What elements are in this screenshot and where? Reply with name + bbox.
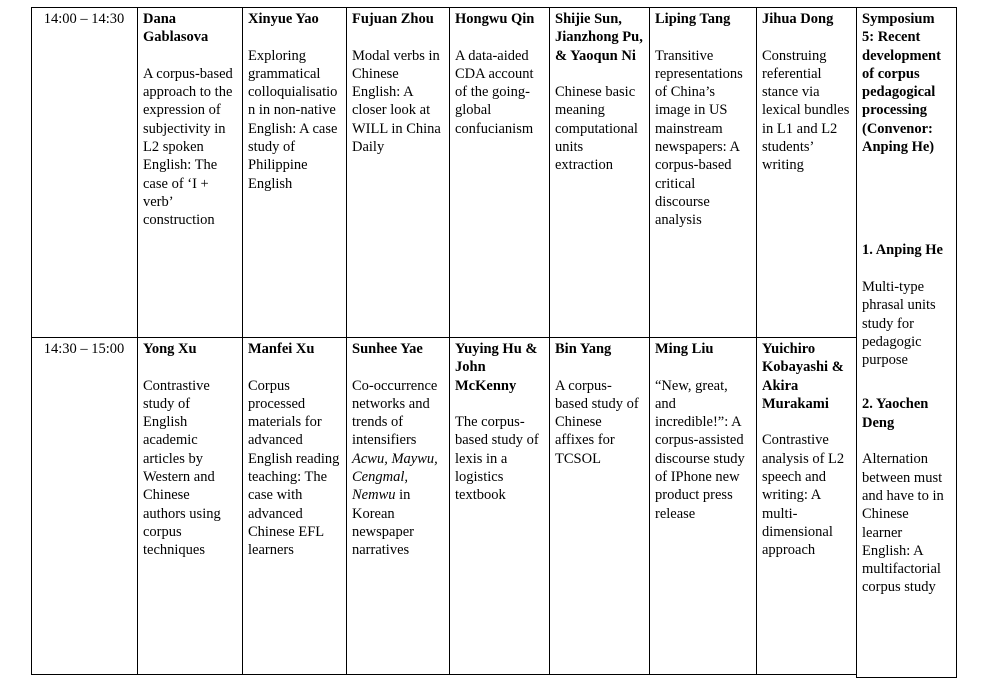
speaker-name: Hongwu Qin (455, 11, 535, 27)
session-cell (347, 338, 450, 675)
speaker-name: Bin Yang (555, 341, 612, 357)
session-cell (347, 8, 450, 338)
session-cell (650, 338, 757, 675)
speaker-name: Fujuan Zhou (352, 11, 434, 27)
speaker-name: Dana Gablasova (143, 11, 209, 46)
speaker-name: Liping Tang (655, 11, 731, 27)
session-cell (757, 338, 858, 675)
time-slot-2 (32, 338, 138, 675)
talk-title: A corpus-based approach to the expression of subjectivity in L2 spoken English: The case of ‘I + verb’ construction (143, 65, 233, 229)
session-cell (650, 8, 757, 338)
speaker-name: Jihua Dong (762, 11, 834, 27)
symposium-header: Symposium 5: Recent development of corpus pedagogical processing (Convenor: Anping He) (862, 11, 941, 156)
talk-title: The corpus-based study of lexis in a logistics textbook (455, 414, 539, 504)
session-cell (450, 338, 550, 675)
talk-title: “New, great, and incredible!”: A corpus-assisted discourse study of IPhone new product press release (655, 377, 745, 522)
session-cell (450, 8, 550, 338)
talk-title: Modal verbs in Chinese English: A closer look at WILL in China Daily (352, 47, 441, 156)
symposium-speaker-1: 1. Anping He (862, 242, 943, 259)
time-slot-1 (32, 8, 138, 338)
talk-title: Exploring grammatical colloquialisation in non-native English: A case study of Philippine English (248, 47, 338, 192)
talk-title: Corpus processed materials for advanced English reading teaching: The case with advanced Chinese EFL learners (248, 377, 340, 559)
speaker-name: Sunhee Yae (352, 341, 423, 357)
time-slot-2-label: 14:30 – 15:00 (43, 341, 125, 357)
speaker-name: Manfei Xu (248, 341, 315, 357)
symposium-column (856, 7, 957, 678)
schedule-table (31, 7, 858, 675)
speaker-name: Xinyue Yao (248, 11, 319, 27)
schedule-row-2 (32, 338, 858, 675)
talk-title (352, 377, 443, 560)
session-cell (550, 338, 650, 675)
speaker-name: Yuichiro Kobayashi & Akira Murakami (762, 341, 844, 412)
talk-title: Chinese basic meaning computational units extraction (555, 84, 638, 174)
session-cell (138, 8, 243, 338)
talk-title: A corpus-based study of Chinese affixes for TCSOL (555, 377, 639, 467)
talk-title: A data-aided CDA account of the going-global confucianism (455, 47, 534, 137)
session-cell (757, 8, 858, 338)
session-cell (243, 338, 347, 675)
symposium-talk-title-1: Multi-type phrasal units study for pedagogic purpose (862, 278, 936, 369)
talk-title: Construing referential stance via lexical bundles in L1 and L2 students’ writing (762, 47, 850, 174)
symposium-speaker-2: 2. Yaochen Deng (862, 396, 929, 431)
talk-title: Contrastive analysis of L2 speech and writing: A multi-dimensional approach (762, 432, 845, 559)
session-cell (138, 338, 243, 675)
speaker-name: Yong Xu (143, 341, 197, 357)
speaker-name: Yuying Hu & John McKenny (455, 341, 538, 394)
talk-title: Contrastive study of English academic articles by Western and Chinese authors using corpus techniques (143, 377, 221, 559)
speaker-name: Shijie Sun, Jianzhong Pu, & Yaoqun Ni (555, 11, 643, 64)
talk-title-text: Co-occurrence networks and trends of intensifiers (352, 377, 438, 449)
talk-title-italic-terms: Acwu, Maywu, Cengmal, Nemwu (352, 450, 438, 504)
schedule-row-1 (32, 8, 858, 338)
speaker-name: Ming Liu (655, 341, 714, 357)
talk-title-text: in Korean newspaper narratives (352, 487, 415, 559)
symposium-talk-title-2: Alternation between must and have to in Chinese learner English: A multifactorial corpus study (862, 451, 944, 596)
session-cell (243, 8, 347, 338)
session-cell (550, 8, 650, 338)
schedule-area (31, 7, 958, 675)
time-slot-1-label: 14:00 – 14:30 (43, 11, 125, 27)
talk-title: Transitive representations of China’s image in US mainstream newspapers: A corpus-based critical discourse analysis (655, 47, 743, 229)
